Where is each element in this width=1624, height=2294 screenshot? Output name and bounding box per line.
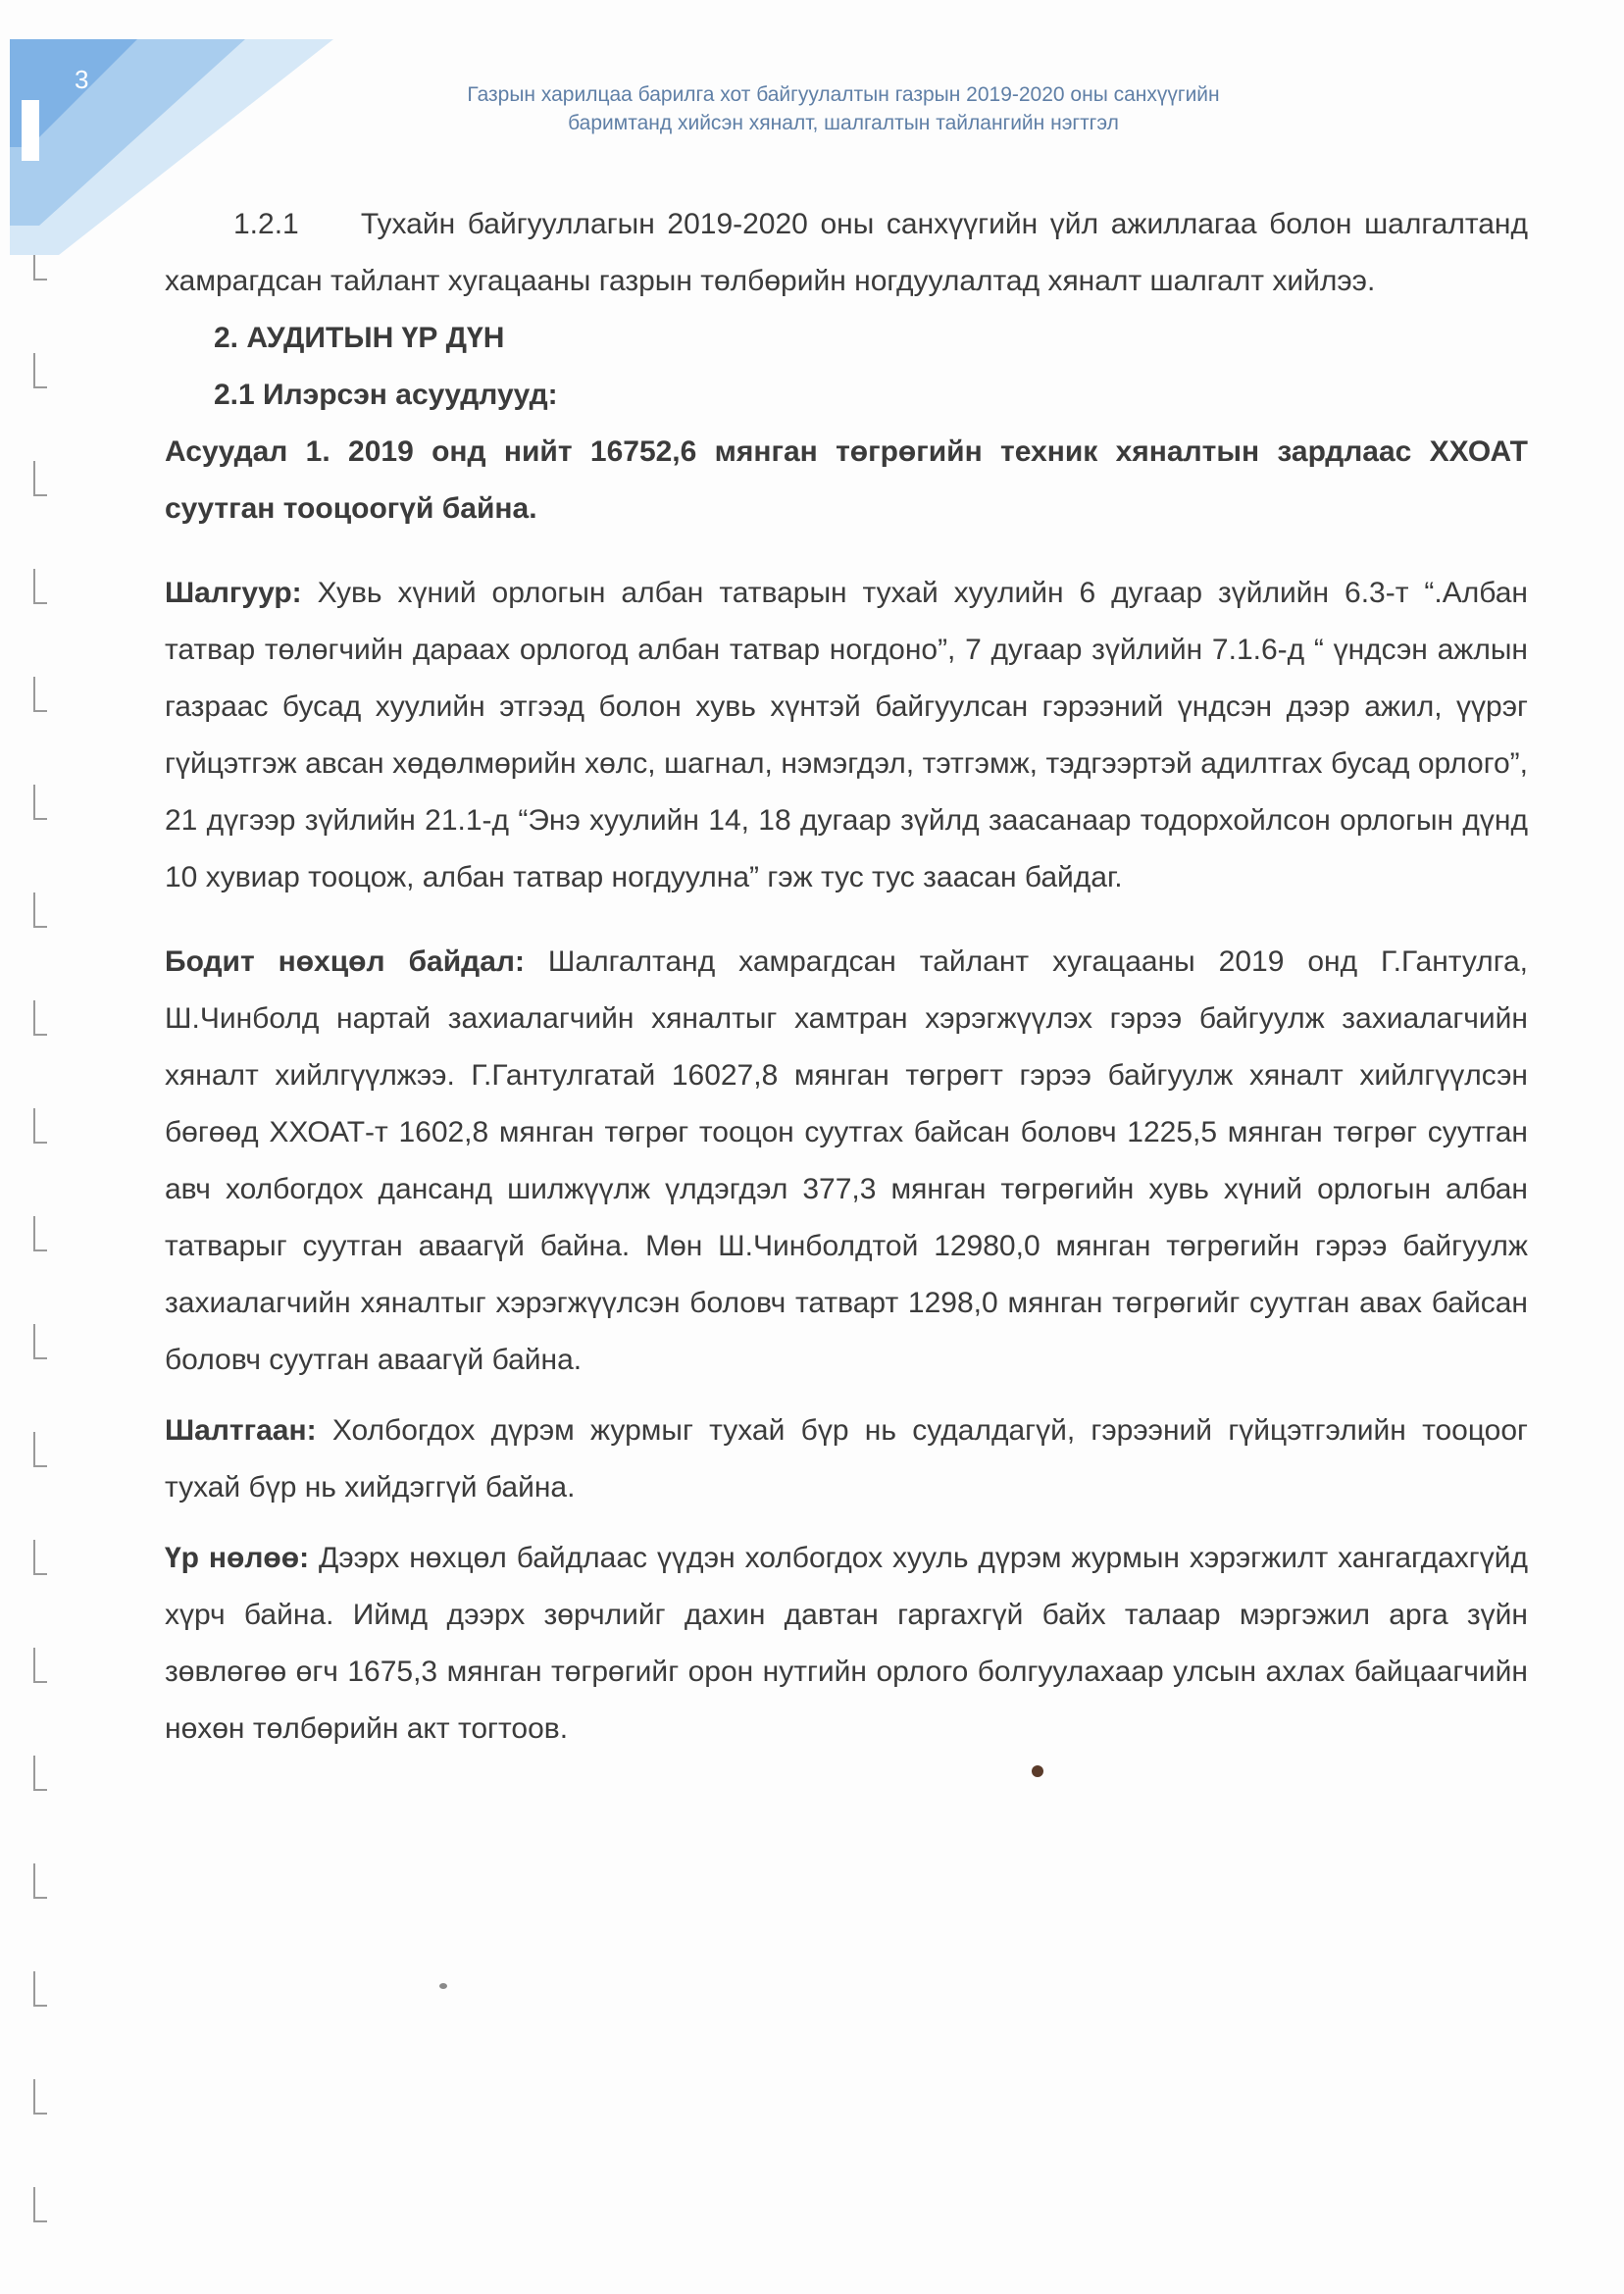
heading-issues-found: 2.1 Илэрсэн асуудлууд: [214, 379, 558, 411]
binding-mark [33, 677, 47, 712]
binding-mark [33, 1540, 47, 1575]
binding-mark [33, 1324, 47, 1359]
spacer [165, 1516, 1528, 1530]
binding-mark [33, 1108, 47, 1144]
binding-mark [33, 1971, 47, 2007]
criteria-paragraph [165, 565, 1528, 906]
binding-mark [33, 892, 47, 928]
header-line-1: Газрын харилцаа барилга хот байгуулалтын газрын 2019-2020 оны санхүүгийн [467, 83, 1220, 106]
header-corner-bar [22, 100, 39, 161]
binding-mark [33, 1432, 47, 1467]
issue-1-title: Асуудал 1. 2019 онд нийт 16752,6 мянган төгрөгийн техник хяналтын зардлаас ХХОАТ суутган тооцоогүй байна. [165, 435, 1528, 525]
binding-strip [0, 0, 59, 2294]
cause-paragraph [165, 1402, 1528, 1516]
effect-paragraph [165, 1530, 1528, 1758]
binding-mark [33, 461, 47, 496]
cause-label: Шалтгаан: [165, 1414, 317, 1447]
binding-mark [33, 1216, 47, 1251]
condition-text: Шалгалтанд хамрагдсан тайлант хугацааны 2019 онд Г.Гантулга, Ш.Чинболд нартай захиалагчийн хяналтыг хамтран хэрэгжүүлэх гэрээ байгуулж захиалагчийн хяналт хийлгүүлжээ. Г.Гантулгатай 16027,8 мянган төгрөгт гэрээ байгуулж хяналт хийлгүүлсэн бөгөөд ХХОАТ-т 1602,8 мянган төгрөг тооцон суутгах байсан боловч 1225,5 мянган төгрөг суутган авч холбогдох дансанд шилжүүлж үлдэгдэл 377,3 мянган төгрөгийн хувь хүний орлогын албан татварыг суутган аваагүй байна. Мөн Ш.Чинболдтой 12980,0 мянган төгрөгийн гэрээ байгуулж захиалагчийн хяналтыг хэрэгжүүлсэн боловч татварт 1298,0 мянган төгрөгийг суутган авах байсан боловч суутган аваагүй байна. [165, 945, 1528, 1376]
binding-mark [33, 1863, 47, 1899]
binding-mark [33, 1000, 47, 1036]
effect-label: Үр нөлөө: [165, 1542, 310, 1574]
running-header [353, 80, 1334, 137]
body-content [165, 196, 1528, 1758]
spacer [165, 906, 1528, 934]
binding-mark [33, 1756, 47, 1791]
page-number: 3 [75, 65, 89, 94]
heading-audit-results: 2. АУДИТЫН ҮР ДҮН [214, 322, 505, 354]
spacer [165, 537, 1528, 565]
condition-label: Бодит нөхцөл байдал: [165, 945, 525, 978]
condition-paragraph [165, 934, 1528, 1389]
binding-mark [33, 2187, 47, 2222]
header-line-2: баримтанд хийсэн хяналт, шалгалтын тайлангийн нэгтгэл [568, 112, 1119, 134]
scan-speck [439, 1983, 447, 1989]
spacer [165, 1389, 1528, 1402]
binding-mark [33, 1648, 47, 1683]
section-number: 1.2.1 [233, 208, 299, 240]
section-text: Тухайн байгууллагын 2019-2020 оны санхүүгийн үйл ажиллагаа болон шалгалтанд хамрагдсан тайлант хугацааны газрын төлбөрийн ногдуулалтад хяналт шалгалт хийлээ. [165, 208, 1528, 297]
effect-text: Дээрх нөхцөл байдлаас үүдэн холбогдох хууль дүрэм журмын хэрэгжилт хангагдахгүйд хүрч байна. Иймд дээрх зөрчлийг дахин давтан гаргахгүй байх талаар мэргэжил арга зүйн зөвлөгөө өгч 1675,3 мянган төгрөгийг орон нутгийн орлого болгуулахаар улсын ахлах байцаагчийн нөхөн төлбөрийн акт тогтоов. [165, 1542, 1528, 1745]
binding-mark [33, 569, 47, 604]
scan-speck [1032, 1765, 1043, 1777]
binding-mark [33, 353, 47, 388]
binding-mark [33, 785, 47, 820]
criteria-label: Шалгуур: [165, 577, 302, 609]
binding-mark [33, 2079, 47, 2115]
section-1-2-1 [165, 196, 1528, 310]
cause-text: Холбогдох дүрэм журмыг тухай бүр нь судалдагүй, гэрээний гүйцэтгэлийн тооцоог тухай бүр нь хийдэггүй байна. [165, 1414, 1528, 1504]
criteria-text: Хувь хүний орлогын албан татварын тухай хуулийн 6 дугаар зүйлийн 6.3-т “.Албан татвар төлөгчийн дараах орлогод албан татвар ногдоно”, 7 дугаар зүйлийн 7.1.6-д “ үндсэн ажлын газраас бусад хуулийн этгээд болон хувь хүнтэй байгуулсан гэрээний үндсэн дээр ажил, үүрэг гүйцэтгэж авсан хөдөлмөрийн хөлс, шагнал, нэмэгдэл, тэтгэмж, тэдгээртэй адилтгах бусад орлого”, 21 дүгээр зүйлийн 21.1-д “Энэ хуулийн 14, 18 дугаар зүйлд заасанаар тодорхойлсон орлогын дүнд 10 хувиар тооцож, албан татвар ногдуулна” гэж тус тус заасан байдаг. [165, 577, 1528, 893]
